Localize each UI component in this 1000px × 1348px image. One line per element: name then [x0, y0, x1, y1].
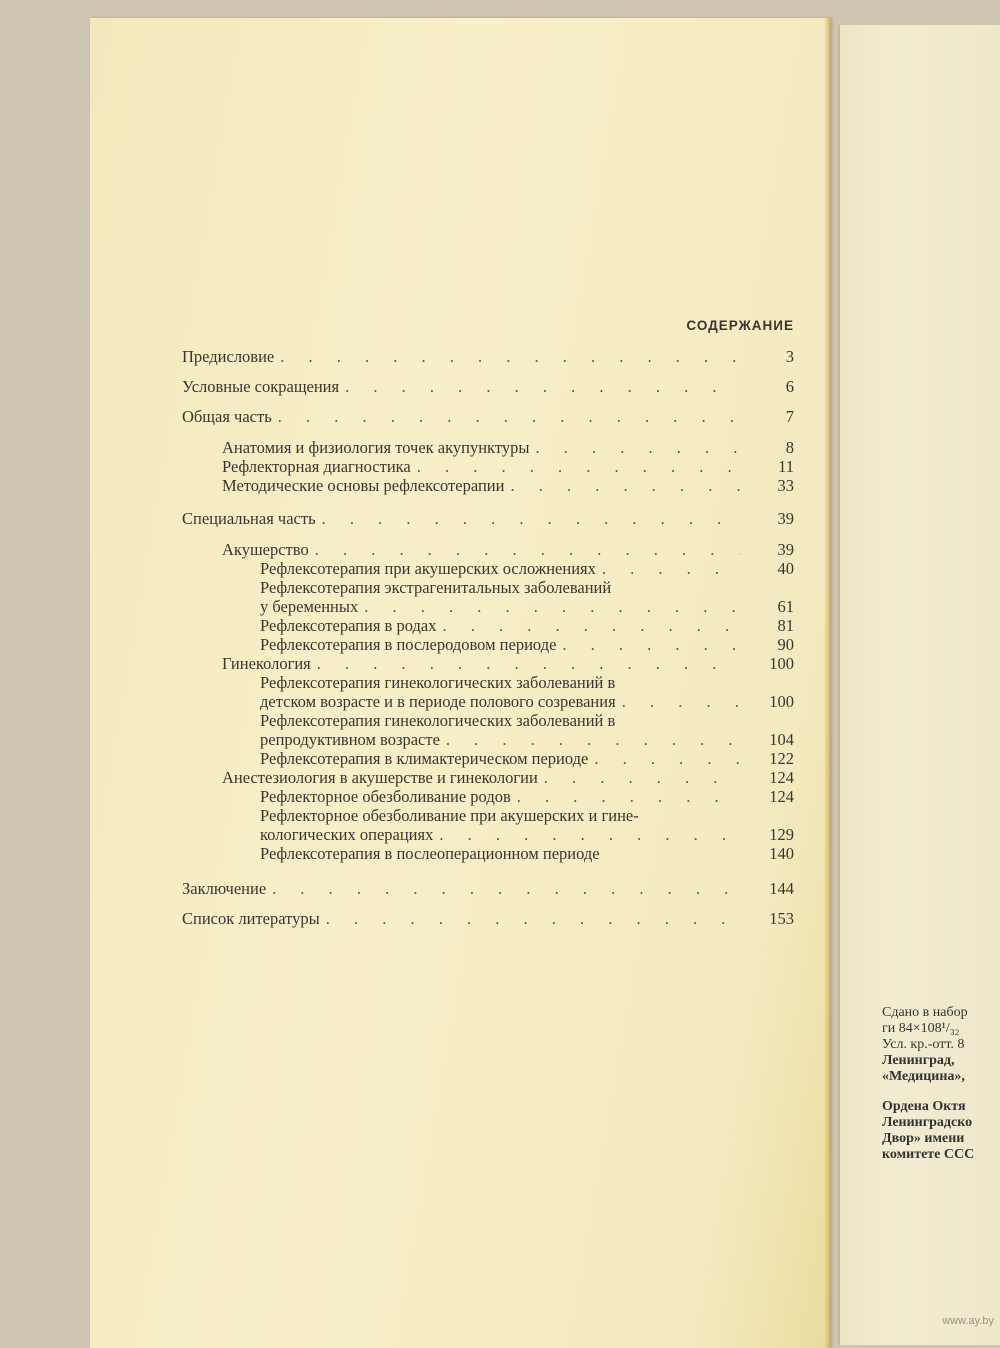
imprint-line: Сдано в набор: [882, 1005, 968, 1020]
toc-entry: Акушерство . . . 39: [182, 540, 794, 559]
imprint-line: ги 84×108¹/₃₂: [882, 1021, 960, 1036]
toc-entry: Методические основы рефлексотерапии . . . 33: [182, 476, 794, 495]
toc-entry: Условные сокращения . . . 6: [182, 377, 794, 396]
toc-entry: Предисловие . . . 3: [182, 347, 794, 366]
imprint-line: Ленинград,: [882, 1053, 955, 1068]
toc-entry: репродуктивном возрасте . . . 104: [182, 730, 794, 749]
toc-entry: Специальная часть . . . 39: [182, 509, 794, 528]
imprint-line: «Медицина»,: [882, 1069, 965, 1084]
imprint-line: Усл. кр.-отт. 8: [882, 1037, 965, 1052]
toc-entry: Рефлекторная диагностика . . . 11: [182, 457, 794, 476]
toc-entry: Список литературы . . . 153: [182, 909, 794, 928]
imprint-block: [882, 1005, 1000, 1163]
toc-entry: Рефлексотерапия при акушерских осложнениях . . . 40: [182, 559, 794, 578]
toc-title: СОДЕРЖАНИЕ: [686, 318, 794, 333]
toc-entry: Рефлексотерапия в климактерическом периоде . . . 122: [182, 749, 794, 768]
toc-entry-line1: Рефлексотерапия гинекологических заболеваний в: [260, 673, 616, 692]
imprint-line: комитете ССС: [882, 1147, 975, 1162]
toc-entry: Рефлексотерапия в послеоперационном периоде 140: [260, 844, 794, 863]
toc-entry: Рефлекторное обезболивание родов . . . 124: [182, 787, 794, 806]
toc-entry: Рефлексотерапия в послеродовом периоде . . . 90: [182, 635, 794, 654]
toc-entry: Рефлексотерапия в родах . . . 81: [182, 616, 794, 635]
toc-entry: Анатомия и физиология точек акупунктуры . . . 8: [182, 438, 794, 457]
table-of-contents: [182, 318, 794, 928]
toc-entry-line1: Рефлекторное обезболивание при акушерских и гине-: [260, 806, 639, 825]
toc-entry-line1: Рефлексотерапия гинекологических заболеваний в: [260, 711, 616, 730]
toc-entry: Анестезиология в акушерстве и гинекологии . . . 124: [182, 768, 794, 787]
toc-entry-line1: Рефлексотерапия экстрагенитальных заболеваний: [260, 578, 612, 597]
toc-entry: Общая часть . . . 7: [182, 407, 794, 426]
toc-entry: Гинекология . . . 100: [182, 654, 794, 673]
imprint-line: Двор» имени: [882, 1131, 965, 1146]
imprint-line: Ленинградско: [882, 1115, 973, 1130]
toc-entry: детском возрасте и в периоде полового созревания . . . 100: [182, 692, 794, 711]
watermark: www.ay.by: [942, 1315, 994, 1327]
imprint-line: Ордена Октя: [882, 1099, 966, 1114]
toc-entry: Заключение . . . 144: [182, 879, 794, 898]
toc-entry: кологических операциях . . . 129: [182, 825, 794, 844]
toc-entry: у беременных . . . 61: [182, 597, 794, 616]
